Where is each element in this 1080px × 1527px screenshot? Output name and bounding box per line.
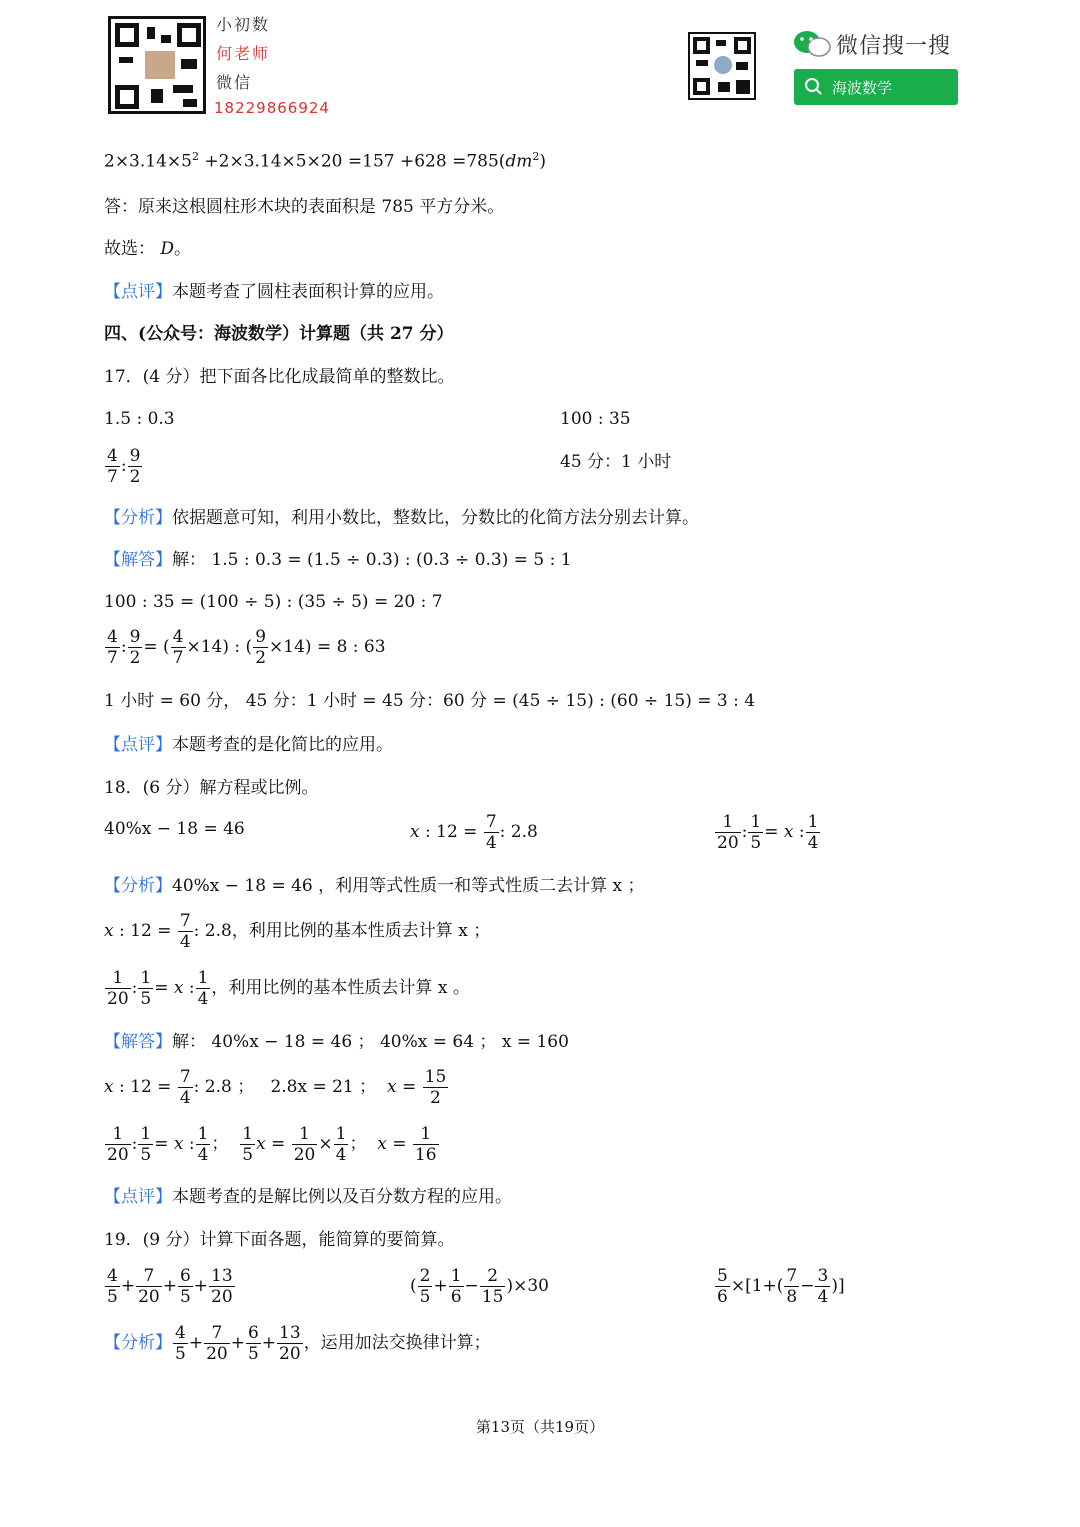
q17-analysis <box>104 507 699 529</box>
solution-tail: = 8 : 63 <box>316 637 386 657</box>
q17-solution-2: 100 : 35 = (100 ÷ 5) : (35 ÷ 5) = 20 : 7 <box>104 592 443 612</box>
q18-analysis-3: $\frac{1}{20}$ : $\frac{1}{5}$ = x : $\frac{1}{4}$ ，利用比例的基本性质去计算 x 。 <box>107 968 470 1009</box>
analysis-text: 依据题意可知，利用小数比，整数比，分数比的化简方法分别去计算。 <box>172 508 699 528</box>
review-2: 【点评】本题考查的是化简比的应用。 <box>104 735 393 755</box>
q17-item-d: 45 分：1 小时 <box>560 452 672 472</box>
choice-value: D <box>160 239 175 259</box>
header-label-1: 小初数 <box>216 15 271 34</box>
qr-code-right <box>688 32 756 100</box>
analysis-tag: 【分析】 <box>104 508 172 528</box>
eq-unit: dm <box>505 151 533 172</box>
qr-code-left <box>108 16 206 114</box>
choice-line <box>104 238 191 260</box>
solution-tag: 【解答】 <box>104 550 172 570</box>
answer-text: 答：原来这根圆柱形木块的表面积是 785 平方分米。 <box>104 197 505 217</box>
fraction: $\frac{9}{2}$ <box>129 446 141 487</box>
wechat-search-title: 微信搜一搜 <box>836 34 952 59</box>
q18-solution-2: x : 12 = $\frac{7}{4}$ : 2.8 ； 2.8x = 21 ； x = $\frac{15}{2}$ <box>104 1067 447 1108</box>
q19-item-b: ( $\frac{2}{5}$ + $\frac{1}{6}$ − $\frac{2}{15}$ )×30 <box>410 1266 549 1307</box>
q18-solution-3: $\frac{1}{20}$ : $\frac{1}{5}$ = x : $\frac{1}{4}$ ； $\frac{1}{5}$ x = $\frac{1}{20}$ × $\frac{1}{4}$ ； x = $\frac{1}{16}$ <box>107 1124 437 1165</box>
q19-analysis: 【分析】 $\frac{4}{5}$ + $\frac{7}{20}$ + $\frac{6}{5}$ + $\frac{13}{20}$ ，运用加法交换律计算； <box>104 1323 491 1364</box>
review-tag: 【点评】 <box>104 282 172 302</box>
question-18: 18．(6 分）解方程或比例。 <box>104 778 319 798</box>
q17-solution-1 <box>104 549 572 571</box>
search-icon <box>804 77 824 97</box>
eq-part-c: ) <box>539 151 547 172</box>
q19-item-c: $\frac{5}{6}$ ×[1+( $\frac{7}{8}$ − $\frac{3}{4}$ )] <box>717 1266 845 1307</box>
q18-analysis-1: 【分析】40%x − 18 = 46 ，利用等式性质一和等式性质二去计算 x ； <box>104 876 645 896</box>
q18-analysis-2: x : 12 = $\frac{7}{4}$ : 2.8，利用比例的基本性质去计算 x ； <box>104 911 491 952</box>
q18-solution-1: 【解答】解： 40%x − 18 = 46 ； 40%x = 64 ； x = 160 <box>104 1032 569 1052</box>
choice-prefix: 故选： <box>104 239 155 259</box>
q19-item-a: $\frac{4}{5}$ + $\frac{7}{20}$ + $\frac{6}{5}$ + $\frac{13}{20}$ <box>107 1266 233 1307</box>
q18-item-b: x : 12 = $\frac{7}{4}$ : 2.8 <box>410 812 538 853</box>
q17-item-a: 1.5 : 0.3 <box>104 409 175 429</box>
header-label-3: 微信 <box>216 73 253 92</box>
review-text: 本题考查了圆柱表面积计算的应用。 <box>172 282 444 302</box>
eq-sup-2: 2 <box>532 150 540 163</box>
solution-text: 解： 1.5 : 0.3 = (1.5 ÷ 0.3) : (0.3 ÷ 0.3) = 5 : 1 <box>172 550 572 570</box>
eq-part-a: 2×3.14×5 <box>104 151 192 172</box>
equation-surface-area <box>104 146 546 173</box>
ratio-sep: : <box>120 456 127 476</box>
review-3: 【点评】本题考查的是解比例以及百分数方程的应用。 <box>104 1187 512 1207</box>
review-1 <box>104 281 444 303</box>
header-label-2: 何老师 <box>216 44 271 63</box>
question-19: 19．(9 分）计算下面各题，能简算的要简算。 <box>104 1230 455 1250</box>
q17-item-c <box>104 446 143 487</box>
q18-item-a: 40%x − 18 = 46 <box>104 819 245 839</box>
header-phone: 18229866924 <box>214 99 330 117</box>
wechat-search-logo-icon <box>793 30 833 58</box>
section-heading: 四、(公众号：海波数学）计算题（共 27 分） <box>104 324 454 344</box>
eq-part-b: +2×3.14×5×20 =157 +628 =785( <box>198 151 506 172</box>
q17-item-b: 100 : 35 <box>560 409 631 429</box>
q17-solution-4: 1 小时 = 60 分， 45 分：1 小时 = 45 分：60 分 = (45 ÷ 15) : (60 ÷ 15) = 3 : 4 <box>104 691 756 711</box>
choice-suffix: 。 <box>174 239 192 259</box>
eq-sup-1: 2 <box>191 150 199 163</box>
question-17: 17．(4 分）把下面各比化成最简单的整数比。 <box>104 367 455 387</box>
q18-item-c: $\frac{1}{20}$ : $\frac{1}{5}$ = x : $\frac{1}{4}$ <box>717 812 819 853</box>
search-button-label: 海波数学 <box>832 78 893 97</box>
q17-solution-3: $\frac{4}{7}$ : $\frac{9}{2}$ = ( $\frac{4}{7}$ ×14) : ( $\frac{9}{2}$ ×14) = 8 : 63 <box>107 627 386 668</box>
search-button[interactable] <box>794 69 958 105</box>
page-footer: 第13页（共19页） <box>475 1418 605 1436</box>
fraction: $\frac{4}{7}$ <box>107 446 118 487</box>
